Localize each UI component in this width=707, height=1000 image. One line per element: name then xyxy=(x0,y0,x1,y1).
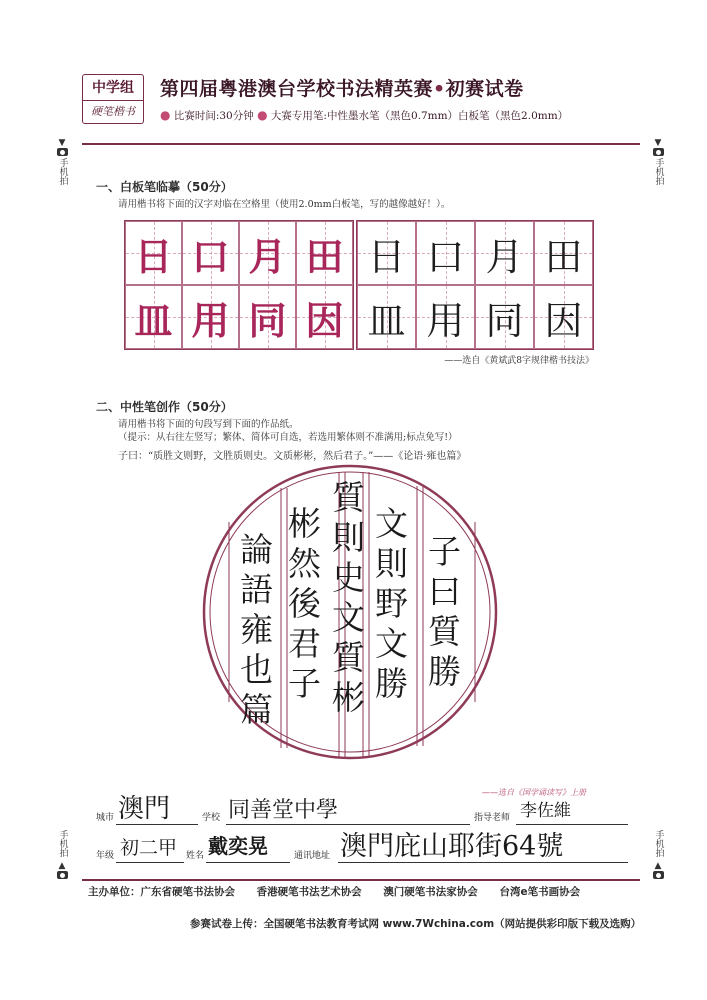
column-char: 則 xyxy=(375,544,408,583)
organizers xyxy=(88,884,636,900)
page-title xyxy=(160,76,524,102)
marker-text: 手机拍 xyxy=(653,830,664,857)
model-cell xyxy=(125,285,182,349)
arrow-down-icon: ▼ xyxy=(654,138,662,148)
practice-cell[interactable] xyxy=(357,285,416,349)
column-char: 子 xyxy=(428,532,461,571)
phone-capture-marker-bottom-left xyxy=(52,830,72,881)
marker-text: 手机拍 xyxy=(57,158,68,185)
practice-cell[interactable] xyxy=(416,285,475,349)
column-char: 後 xyxy=(288,584,321,623)
teacher-underline xyxy=(516,824,628,825)
practice-cell[interactable] xyxy=(475,285,534,349)
city-field[interactable]: 澳門 xyxy=(118,794,171,824)
school-label: 学校 xyxy=(202,813,221,823)
city-label: 城市 xyxy=(96,813,115,823)
phone-capture-marker-top-right xyxy=(648,138,668,189)
model-cell xyxy=(239,221,296,285)
camera-icon xyxy=(653,871,664,879)
practice-character-grid xyxy=(356,220,594,350)
pen-info: 大赛专用笔:中性墨水笔（黑色0.7mm）白板笔（黑色2.0mm） xyxy=(270,110,569,122)
address-label: 通讯地址 xyxy=(294,851,331,861)
arrow-up-icon: ▲ xyxy=(58,861,66,871)
writing-column-5 xyxy=(240,530,273,730)
writing-column-3 xyxy=(332,478,365,718)
column-char: 君 xyxy=(288,624,321,663)
column-char: 然 xyxy=(288,544,321,583)
bullet-icon: ● xyxy=(257,108,268,122)
written-char: 因 xyxy=(544,298,583,343)
column-char: 子 xyxy=(288,664,321,703)
column-char: 質 xyxy=(428,612,461,651)
model-char: 口 xyxy=(191,233,230,279)
badge-group-label: 中学组 xyxy=(83,75,143,101)
column-char: 曰 xyxy=(428,572,461,611)
badge-style-label: 硬笔楷书 xyxy=(91,105,135,118)
camera-icon xyxy=(57,871,68,879)
time-info: 比赛时间:30分钟 xyxy=(173,110,254,122)
arrow-up-icon: ▲ xyxy=(654,861,662,871)
model-cell xyxy=(296,221,353,285)
column-char: 史 xyxy=(332,558,365,597)
column-char: 彬 xyxy=(288,504,321,543)
organizer-macau: 澳门硬笔书法家协会 xyxy=(383,886,478,898)
arrow-down-icon: ▼ xyxy=(58,138,66,148)
school-field[interactable]: 同善堂中學 xyxy=(228,798,339,823)
teacher-label: 指导老师 xyxy=(474,813,511,823)
model-cell xyxy=(125,221,182,285)
practice-cell[interactable] xyxy=(534,285,593,349)
model-char: 月 xyxy=(248,233,287,279)
model-char: 日 xyxy=(134,233,173,279)
teacher-field[interactable]: 李佐維 xyxy=(520,801,571,821)
column-char: 也 xyxy=(240,650,273,689)
grade-label: 年级 xyxy=(96,851,115,861)
address-underline xyxy=(338,862,628,863)
title-main: 第四届粤港澳台学校书法精英赛 xyxy=(160,78,434,100)
section1-title: 一、白板笔临摹（50分） xyxy=(96,180,233,194)
written-char: 同 xyxy=(485,298,524,343)
column-source-note: ——选自《国学诵读写》上册 xyxy=(482,788,586,797)
column-char: 篇 xyxy=(240,690,273,729)
column-char: 野 xyxy=(375,584,408,623)
footer-divider xyxy=(82,879,640,881)
bullet-icon: ● xyxy=(160,108,171,122)
exam-info xyxy=(160,107,568,124)
practice-cell[interactable] xyxy=(416,221,475,285)
grade-underline xyxy=(116,862,184,863)
column-char: 文 xyxy=(375,504,408,543)
section2-hint: （提示：从右往左竖写；繁体、简体可自选，若选用繁体则不准满用;标点免写!） xyxy=(118,432,458,443)
written-char: 田 xyxy=(544,234,583,279)
model-char: 同 xyxy=(248,297,287,343)
column-char: 論 xyxy=(240,530,273,569)
written-char: 日 xyxy=(367,234,406,279)
organizer-taiwan: 台湾e笔书画协会 xyxy=(499,886,581,898)
group-badge xyxy=(82,74,144,124)
model-cell xyxy=(296,285,353,349)
name-field[interactable]: 戴奕晃 xyxy=(208,834,268,858)
camera-icon xyxy=(653,148,664,156)
marker-text: 手机拍 xyxy=(57,830,68,857)
marker-text: 手机拍 xyxy=(653,158,664,185)
name-underline xyxy=(206,862,290,863)
camera-icon xyxy=(57,148,68,156)
city-underline xyxy=(116,824,198,825)
organizer-hk: 香港硬笔书法艺术协会 xyxy=(256,886,362,898)
writing-column-4 xyxy=(288,504,321,704)
phone-capture-marker-top-left xyxy=(52,138,72,189)
column-char: 文 xyxy=(375,624,408,663)
grade-field[interactable]: 初二甲 xyxy=(120,837,178,859)
written-char: 用 xyxy=(426,298,465,343)
column-char: 文 xyxy=(332,598,365,637)
writing-column-1 xyxy=(428,532,461,692)
section1-source: ——选自《黄斌武8字规律楷书技法》 xyxy=(444,356,594,366)
model-cell xyxy=(239,285,296,349)
column-char: 雍 xyxy=(240,610,273,649)
written-char: 月 xyxy=(485,234,524,279)
section2-title: 二、中性笔创作（50分） xyxy=(96,400,233,414)
name-label: 姓名 xyxy=(186,851,205,861)
practice-cell[interactable] xyxy=(534,221,593,285)
title-suffix: 初赛试卷 xyxy=(445,78,524,100)
column-char: 勝 xyxy=(375,664,408,703)
practice-cell[interactable] xyxy=(357,221,416,285)
upload-notice: 参赛试卷上传：全国硬笔书法教育考试网 www.7Wchina.com（网站提供彩印版下载及选购） xyxy=(190,918,642,930)
written-char: 皿 xyxy=(367,298,406,343)
model-char: 田 xyxy=(305,233,344,279)
phone-capture-marker-bottom-right xyxy=(648,830,668,881)
model-character-grid xyxy=(124,220,354,350)
header-divider xyxy=(82,143,640,145)
section2-instruction: 请用楷书将下面的句段写到下面的作品纸。 xyxy=(118,419,299,430)
model-char: 用 xyxy=(191,297,230,343)
column-char: 質 xyxy=(332,638,365,677)
model-char: 皿 xyxy=(134,297,173,343)
title-bullet: • xyxy=(433,78,446,100)
model-cell xyxy=(182,221,239,285)
column-char: 彬 xyxy=(332,678,365,717)
column-char: 勝 xyxy=(428,652,461,691)
source-quote: 子曰：“质胜文则野，文胜质则史。文质彬彬，然后君子。”——《论语·雍也篇》 xyxy=(118,451,467,462)
practice-cell[interactable] xyxy=(475,221,534,285)
column-char: 則 xyxy=(332,518,365,557)
school-underline xyxy=(226,824,470,825)
address-field[interactable]: 澳門庇山耶街64號 xyxy=(340,831,564,862)
model-char: 因 xyxy=(305,297,344,343)
written-char: 口 xyxy=(426,234,465,279)
section1-instruction: 请用楷书将下面的汉字对临在空格里（使用2.0mm白板笔，写的越像越好！）。 xyxy=(118,199,451,210)
column-char: 質 xyxy=(332,478,365,517)
organizer-main: 主办单位：广东省硬笔书法协会 xyxy=(88,886,235,898)
column-char: 語 xyxy=(240,570,273,609)
model-cell xyxy=(182,285,239,349)
writing-column-2 xyxy=(375,504,408,704)
